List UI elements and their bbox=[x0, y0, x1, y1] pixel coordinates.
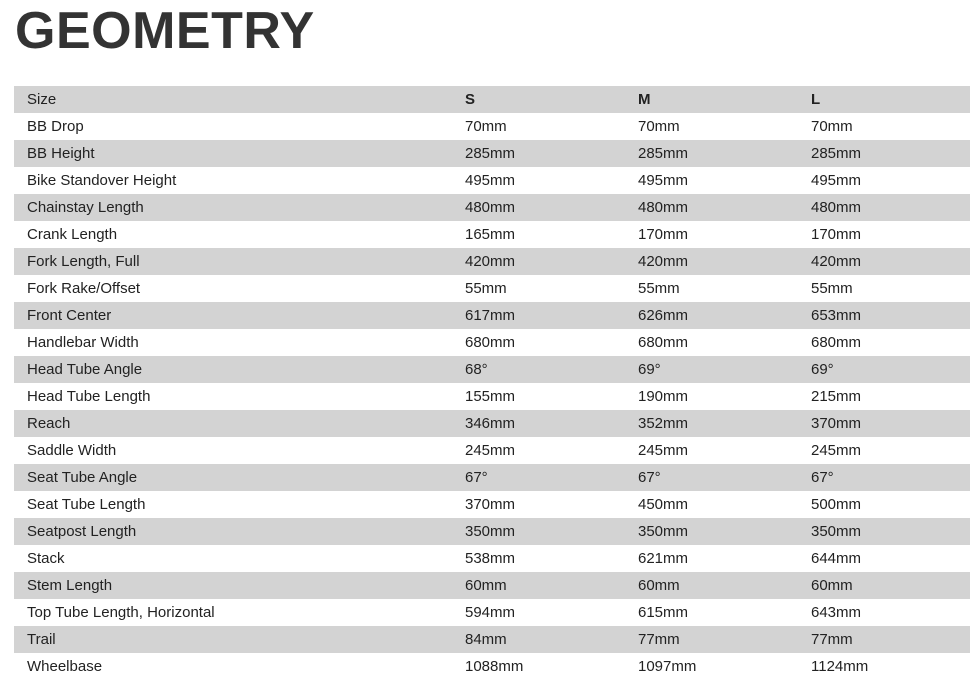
geometry-table-body bbox=[14, 113, 970, 680]
value-size-s: 55mm bbox=[465, 280, 507, 297]
value-size-l: 480mm bbox=[811, 199, 862, 216]
value-size-l: 643mm bbox=[811, 604, 862, 621]
row-label: Seat Tube Length bbox=[27, 496, 146, 513]
value-size-l: 69° bbox=[811, 361, 834, 378]
value-size-s: 60mm bbox=[465, 577, 507, 594]
header-size-l: L bbox=[811, 91, 821, 108]
row-label: Front Center bbox=[27, 307, 112, 324]
row-label: Seatpost Length bbox=[27, 523, 137, 540]
value-size-s: 67° bbox=[465, 469, 488, 486]
table-row bbox=[14, 518, 970, 545]
row-label: Head Tube Length bbox=[27, 388, 151, 405]
value-size-l: 500mm bbox=[811, 496, 862, 513]
table-row bbox=[14, 626, 970, 653]
value-size-s: 594mm bbox=[465, 604, 516, 621]
table-row bbox=[14, 221, 970, 248]
value-size-l: 245mm bbox=[811, 442, 862, 459]
row-label: Fork Rake/Offset bbox=[27, 280, 141, 297]
table-row bbox=[14, 302, 970, 329]
value-size-l: 77mm bbox=[811, 631, 853, 648]
table-row bbox=[14, 356, 970, 383]
row-label: Top Tube Length, Horizontal bbox=[27, 604, 215, 621]
row-label: Stack bbox=[27, 550, 65, 567]
value-size-m: 190mm bbox=[638, 388, 689, 405]
value-size-l: 215mm bbox=[811, 388, 862, 405]
header-size-m: M bbox=[638, 91, 651, 108]
row-label: Trail bbox=[27, 631, 56, 648]
table-row bbox=[14, 329, 970, 356]
value-size-s: 680mm bbox=[465, 334, 516, 351]
value-size-l: 495mm bbox=[811, 172, 862, 189]
value-size-s: 165mm bbox=[465, 226, 516, 243]
value-size-l: 653mm bbox=[811, 307, 862, 324]
value-size-m: 55mm bbox=[638, 280, 680, 297]
row-label: Reach bbox=[27, 415, 71, 432]
table-row bbox=[14, 437, 970, 464]
table-row bbox=[14, 194, 970, 221]
row-label: Handlebar Width bbox=[27, 334, 139, 351]
value-size-m: 67° bbox=[638, 469, 661, 486]
table-row bbox=[14, 653, 970, 680]
row-label: Chainstay Length bbox=[27, 199, 144, 216]
row-label: Saddle Width bbox=[27, 442, 117, 459]
table-row bbox=[14, 248, 970, 275]
value-size-l: 370mm bbox=[811, 415, 862, 432]
row-label: Fork Length, Full bbox=[27, 253, 140, 270]
value-size-s: 84mm bbox=[465, 631, 507, 648]
value-size-m: 621mm bbox=[638, 550, 689, 567]
value-size-s: 70mm bbox=[465, 118, 507, 135]
value-size-l: 644mm bbox=[811, 550, 862, 567]
value-size-m: 245mm bbox=[638, 442, 689, 459]
table-row bbox=[14, 410, 970, 437]
value-size-l: 285mm bbox=[811, 145, 862, 162]
value-size-l: 680mm bbox=[811, 334, 862, 351]
value-size-m: 626mm bbox=[638, 307, 689, 324]
table-row bbox=[14, 545, 970, 572]
header-size-label: Size bbox=[27, 91, 57, 108]
value-size-m: 1097mm bbox=[638, 658, 697, 675]
value-size-s: 1088mm bbox=[465, 658, 524, 675]
value-size-s: 245mm bbox=[465, 442, 516, 459]
row-label: Head Tube Angle bbox=[27, 361, 143, 378]
row-label: Wheelbase bbox=[27, 658, 103, 675]
row-label: Seat Tube Angle bbox=[27, 469, 138, 486]
value-size-m: 480mm bbox=[638, 199, 689, 216]
row-label: BB Height bbox=[27, 145, 95, 162]
value-size-s: 155mm bbox=[465, 388, 516, 405]
row-label: Stem Length bbox=[27, 577, 113, 594]
table-row bbox=[14, 275, 970, 302]
value-size-m: 450mm bbox=[638, 496, 689, 513]
value-size-l: 67° bbox=[811, 469, 834, 486]
value-size-m: 170mm bbox=[638, 226, 689, 243]
value-size-s: 350mm bbox=[465, 523, 516, 540]
geometry-table bbox=[14, 86, 970, 680]
value-size-m: 495mm bbox=[638, 172, 689, 189]
value-size-s: 68° bbox=[465, 361, 488, 378]
header-size-s: S bbox=[465, 91, 476, 108]
row-label: Bike Standover Height bbox=[27, 172, 177, 189]
value-size-s: 480mm bbox=[465, 199, 516, 216]
table-row bbox=[14, 167, 970, 194]
value-size-s: 370mm bbox=[465, 496, 516, 513]
row-label: BB Drop bbox=[27, 118, 84, 135]
value-size-s: 538mm bbox=[465, 550, 516, 567]
table-row bbox=[14, 464, 970, 491]
table-row bbox=[14, 140, 970, 167]
value-size-l: 350mm bbox=[811, 523, 862, 540]
value-size-m: 70mm bbox=[638, 118, 680, 135]
value-size-m: 60mm bbox=[638, 577, 680, 594]
value-size-l: 1124mm bbox=[811, 658, 869, 675]
value-size-l: 170mm bbox=[811, 226, 862, 243]
value-size-s: 617mm bbox=[465, 307, 516, 324]
value-size-m: 69° bbox=[638, 361, 661, 378]
value-size-s: 420mm bbox=[465, 253, 516, 270]
page-title: GEOMETRY bbox=[15, 2, 315, 60]
value-size-s: 495mm bbox=[465, 172, 516, 189]
value-size-l: 70mm bbox=[811, 118, 853, 135]
table-row bbox=[14, 491, 970, 518]
value-size-m: 680mm bbox=[638, 334, 689, 351]
value-size-m: 352mm bbox=[638, 415, 689, 432]
value-size-m: 77mm bbox=[638, 631, 680, 648]
table-row bbox=[14, 599, 970, 626]
value-size-m: 285mm bbox=[638, 145, 689, 162]
row-label: Crank Length bbox=[27, 226, 118, 243]
value-size-l: 60mm bbox=[811, 577, 853, 594]
table-header-row bbox=[14, 86, 970, 113]
value-size-m: 420mm bbox=[638, 253, 689, 270]
value-size-l: 420mm bbox=[811, 253, 862, 270]
value-size-m: 615mm bbox=[638, 604, 689, 621]
table-row bbox=[14, 113, 970, 140]
table-row bbox=[14, 572, 970, 599]
table-row bbox=[14, 383, 970, 410]
value-size-s: 346mm bbox=[465, 415, 516, 432]
value-size-s: 285mm bbox=[465, 145, 516, 162]
value-size-l: 55mm bbox=[811, 280, 853, 297]
value-size-m: 350mm bbox=[638, 523, 689, 540]
